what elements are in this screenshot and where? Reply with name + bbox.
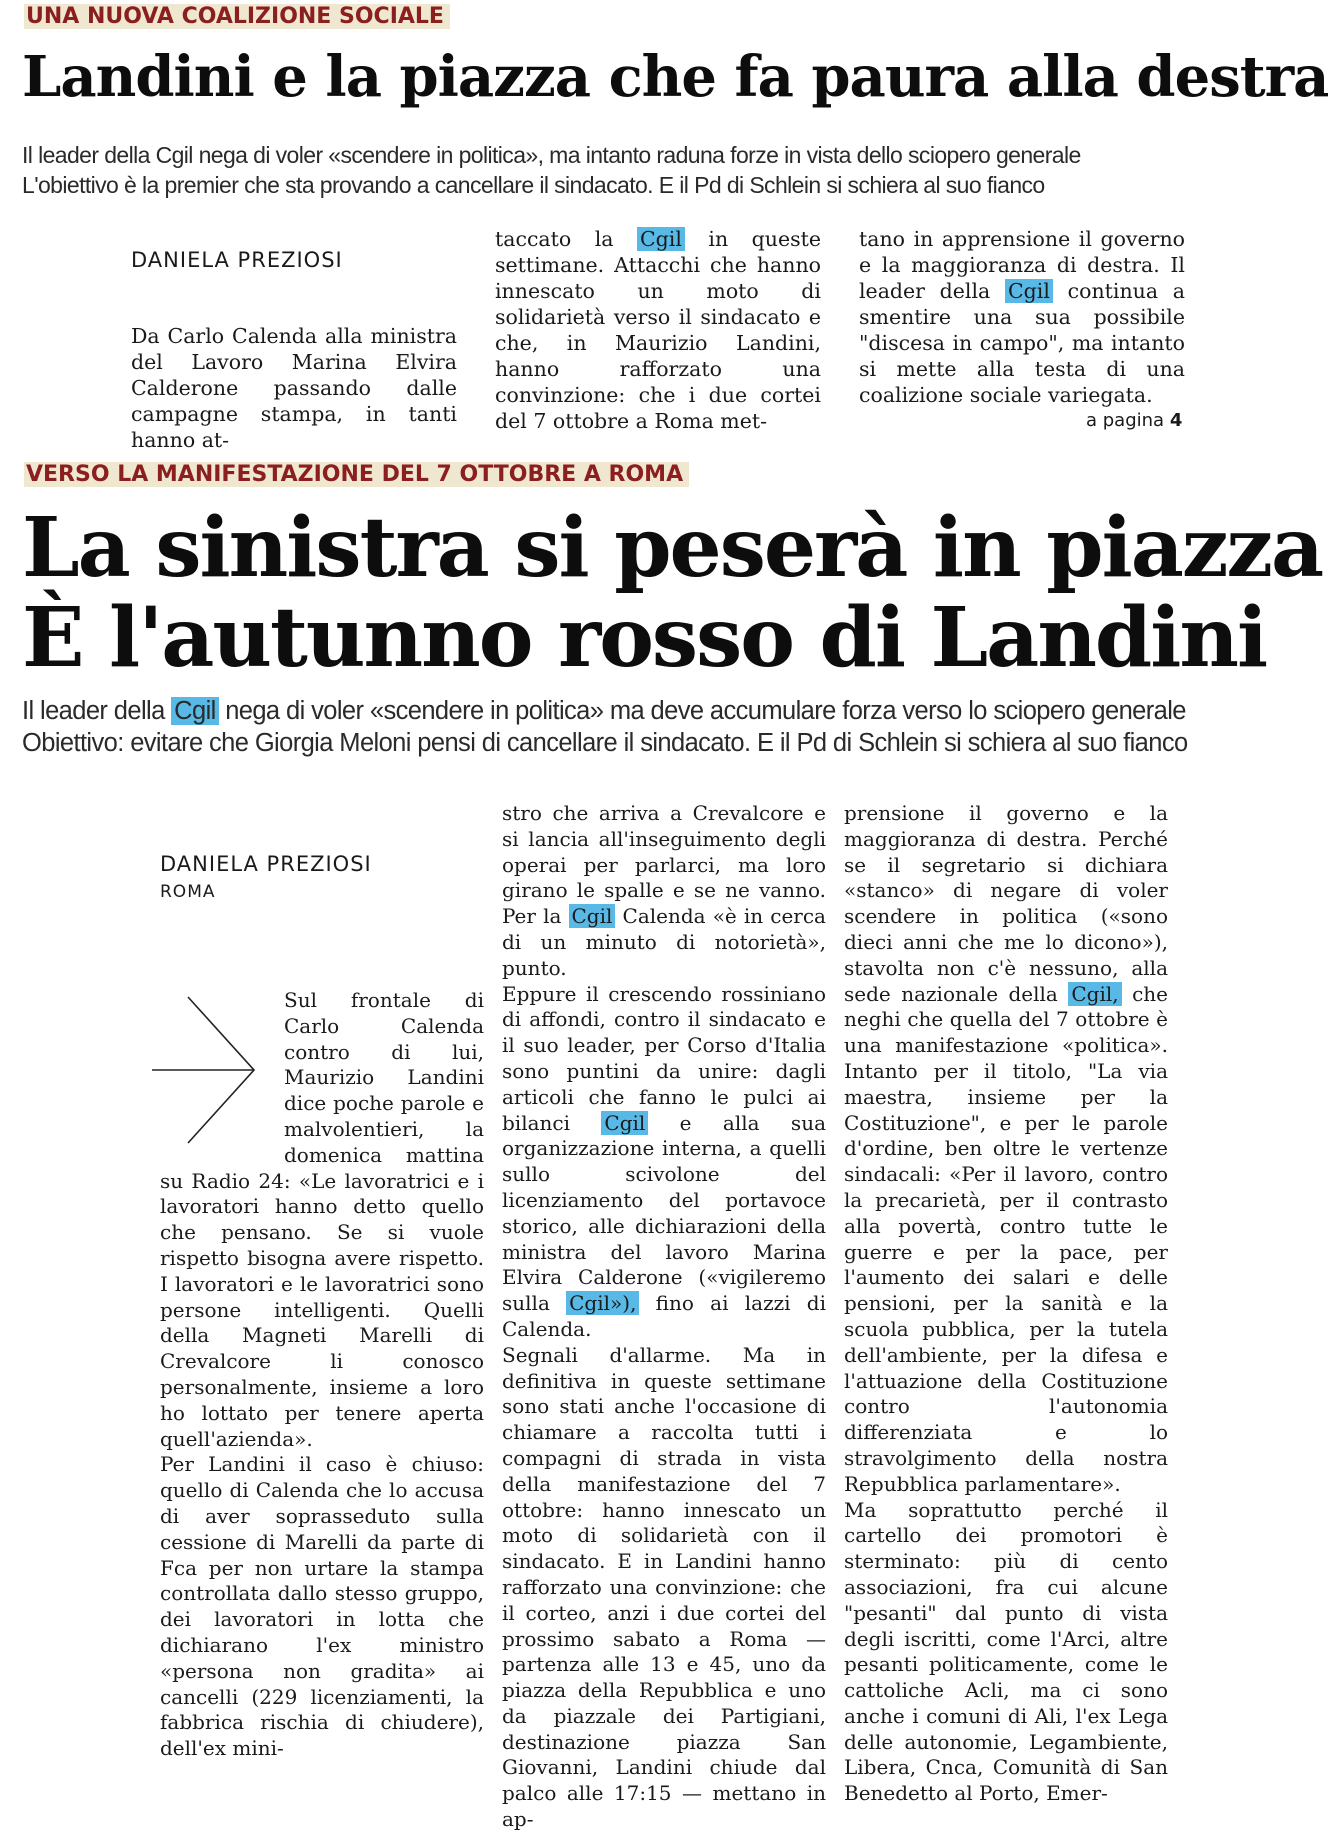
article1-column-3-text: tano in apprensione il governo e la maggioranza di destra. Il leader della Cgil continua a smentire una sua possibile "discesa in campo", ma intanto si mette alla testa di una coalizione sociale variegata. <box>859 227 1185 407</box>
article2-dateline: ROMA <box>160 882 216 902</box>
cgil-highlight: Cgil <box>569 904 616 928</box>
article2-column-3-p1: prensione il governo e la maggioranza di destra. Perché se il segretario si dichiara «stanco» di negare di voler scendere in politica («sono dieci anni che me lo dicono»), stavolta non c'è nessuno, alla sede nazionale della Cgil, che neghi che quella del 7 ottobre è una manifestazione «politica». Intanto per il titolo, "La via maestra, insieme per la Costituzione", e per le parole d'ordine, ben oltre le vertenze sindacali: «Per il lavoro, contro la precarietà, per il contrasto alla povertà, contro tutte le guerre e per la pace, per l'aumento dei salari e delle pensioni, per la sanità e la scuola pubblica, per la tutela dell'ambiente, per la difesa e l'attuazione della Costituzione contro l'autonomia differenziata e lo stravolgimento della nostra Repubblica parlamentare». <box>844 801 1169 1496</box>
cgil-highlight: Cgil <box>171 697 219 725</box>
article1-column-2 <box>495 226 821 433</box>
cgil-highlight: Cgil <box>637 227 685 251</box>
article1-kicker-text: UNA NUOVA COALIZIONE SOCIALE <box>24 4 450 29</box>
article1-column-1-text: Da Carlo Calenda alla ministra del Lavoro Marina Elvira Calderone passando dalle campagne stampa, in tanti hanno at- <box>131 324 457 452</box>
article2-column-1-p2: Per Landini il caso è chiuso: quello di Calenda che lo accusa di aver soprasseduto sulla cessione di Marelli da parte di Fca per non urtare la stampa controllata dallo stesso gruppo, dei lavoratori in lotta che dichiarano l'ex ministro «persona non gradita» ai cancelli (229 licenziamenti, la fabbrica rischia di chiudere), dell'ex mini- <box>160 1452 484 1761</box>
article2-subhead-line1: Il leader della Cgil nega di voler «scendere in politica» ma deve accumulare forza verso lo sciopero generale <box>22 697 1186 725</box>
article2-column-2-p3: Segnali d'allarme. Ma in definitiva in queste settimane sono stati anche l'occasione di chiamare a raccolta tutti i compagni di strada in vista della manifestazione del 7 ottobre: hanno innescato un moto di solidarietà con il sindacato. E in Landini hanno rafforzato una convinzione: che il corteo, anzi i due cortei del prossimo sabato a Roma — partenza alle 13 e 45, uno da piazza della Repubblica e uno da piazzale dei Partigiani, destinazione piazza San Giovanni, Landini chiude dal palco alle 17:15 — mettano in ap- <box>502 1342 826 1832</box>
article2-headline-line1: La sinistra si peserà in piazza <box>22 500 1323 596</box>
article2-column-2-p2: Eppure il crescendo rossiniano di affondi, contro il sindacato e il suo leader, per Corso d'Italia sono puntini da unire: dagli articoli che fanno le pulci ai bilanci Cgil e alla sua organizzazione interna, a quelli sullo scivolone del licenziamento del portavoce storico, alle dichiarazioni della ministra del lavoro Marina Elvira Calderone («vigileremo sulla Cgil»), fino ai lazzi di Calenda. <box>502 981 826 1341</box>
article1-column-3 <box>859 226 1185 414</box>
article1-page-reference: a pagina 4 <box>1086 410 1183 431</box>
article2-kicker <box>24 462 689 487</box>
article2-column-3 <box>844 801 1169 1806</box>
cgil-highlight: Cgil»), <box>566 1291 639 1315</box>
article1-column-1 <box>131 323 457 452</box>
article1-byline: DANIELA PREZIOSI <box>131 248 343 272</box>
article2-headline-line2: È l'autunno rosso di Landini <box>22 590 1267 686</box>
article1-headline: Landini e la piazza che fa paura alla destra <box>22 44 1328 110</box>
article2-kicker-text: VERSO LA MANIFESTAZIONE DEL 7 OTTOBRE A ROMA <box>24 462 689 487</box>
article2-column-2 <box>502 801 826 1832</box>
article1-subhead-line1: Il leader della Cgil nega di voler «scendere in politica», ma intanto raduna forze in vista dello sciopero generale <box>22 142 1081 168</box>
cgil-highlight: Cgil <box>1005 279 1053 303</box>
article2-column-3-p2: Ma soprattutto perché il cartello dei promotori è sterminato: più di cento associazioni, fra cui alcune "pesanti" dal punto di vista degli iscritti, come l'Arci, altre pesanti politicamente, come le cattoliche Acli, ma ci sono anche i comuni di Ali, l'ex Lega delle autonomie, Legambiente, Libera, Cnca, Comunità di San Benedetto al Porto, Emer- <box>844 1497 1168 1806</box>
article2-column-1-p1: Sul frontale di Carlo Calenda contro di lui, Maurizio Landini dice poche parole e malvolentieri, la domenica mattina su Radio 24: «Le lavoratrici e i lavoratori hanno detto quello che pensano. Se si vuole rispetto bisogna avere rispetto. I lavoratori e le lavoratrici sono persone intelligenti. Quelli della Magneti Marelli di Crevalcore li conosco personalmente, insieme a loro ho lottato per tenere aperta quell'azienda». <box>160 988 484 1451</box>
cgil-highlight: Cgil <box>601 1111 648 1135</box>
article2-subhead-line2: Obiettivo: evitare che Giorgia Meloni pensi di cancellare il sindacato. E il Pd di Schlein si schiera al suo fianco <box>22 729 1188 757</box>
article2-column-2-p1: stro che arriva a Crevalcore e si lancia all'inseguimento degli operai per parlarci, ma loro girano le spalle e se ne vanno. Per la Cgil Calenda «è in cerca di un minuto di notorietà», punto. <box>502 801 826 980</box>
chevron-wrap-spacer <box>160 988 284 1152</box>
article1-kicker <box>24 4 450 29</box>
article1-subhead-line2: L'obiettivo è la premier che sta provando a cancellare il sindacato. E il Pd di Schlein si schiera al suo fianco <box>22 172 1045 198</box>
cgil-highlight: Cgil, <box>1068 982 1121 1006</box>
article2-column-1 <box>160 988 484 1761</box>
article2-byline: DANIELA PREZIOSI <box>160 852 372 876</box>
article1-column-2-text: taccato la Cgil in queste settimane. Attacchi che hanno innescato un moto di solidarietà verso il sindacato e che, in Maurizio Landini, hanno rafforzato una convinzione: che i due cortei del 7 ottobre a Roma met- <box>495 227 821 433</box>
